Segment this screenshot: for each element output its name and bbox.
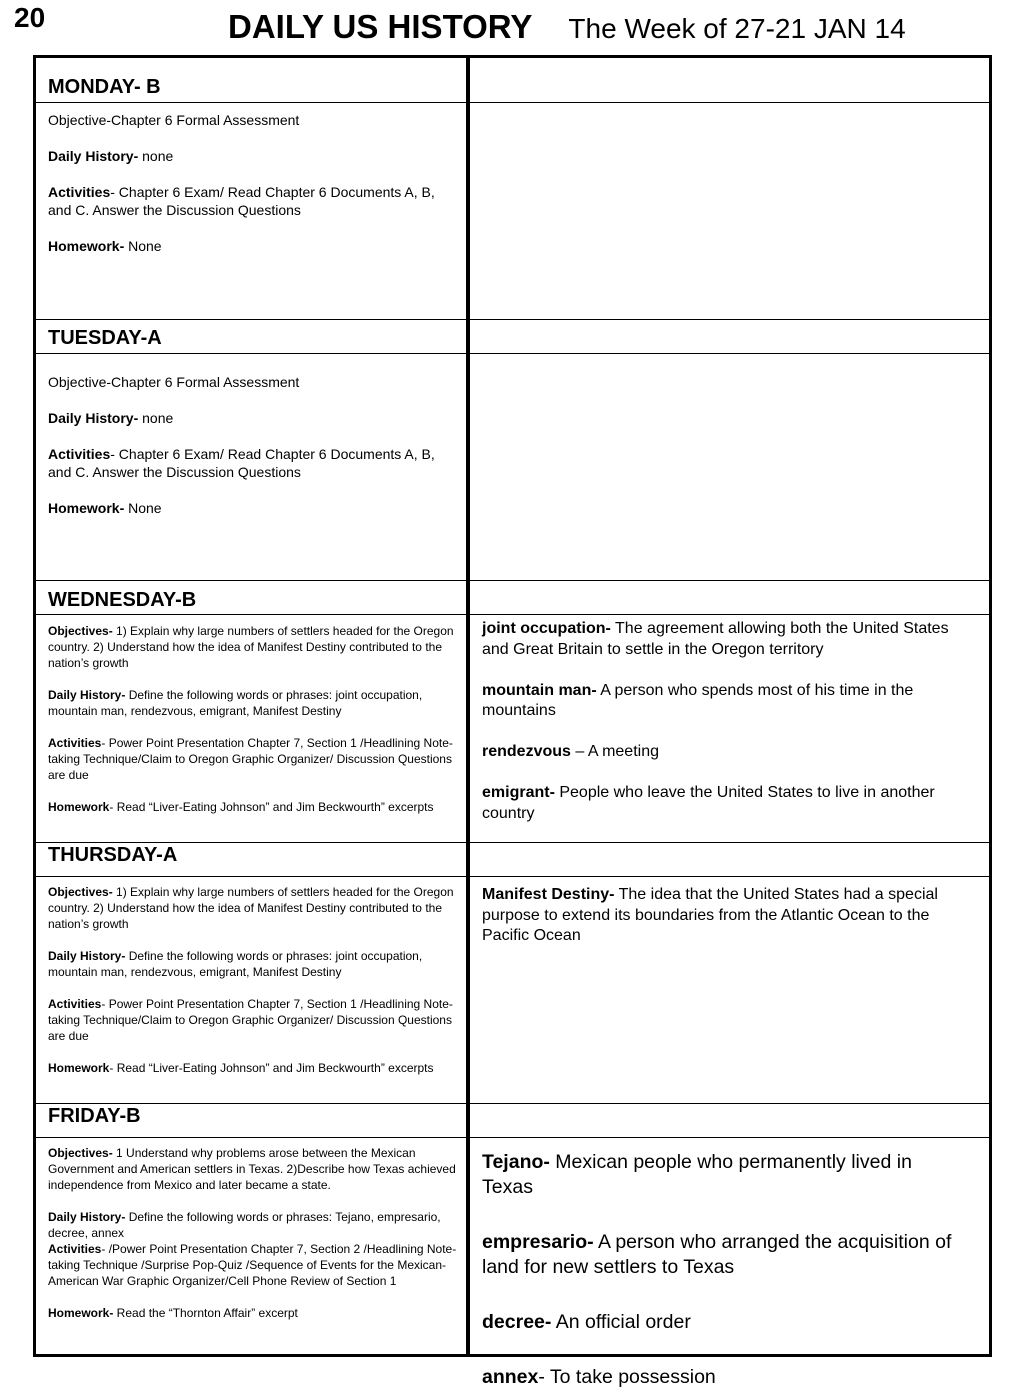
activities: Activities- Chapter 6 Exam/ Read Chapter 6 Documents A, B, and C. Answer the Discussion Questions xyxy=(48,184,435,218)
objectives: Objectives- 1) Explain why large numbers of settlers headed for the Oregon country. 2) Understand how the idea of Manifest Destiny contributed to the nation’s growth xyxy=(48,885,454,931)
homework: Homework- None xyxy=(48,500,162,516)
vocab-entry: mountain man- A person who spends most of his time in the mountains xyxy=(482,681,914,719)
row-rule xyxy=(36,614,989,615)
row-rule xyxy=(36,876,989,877)
objective: Objective-Chapter 6 Formal Assessment xyxy=(48,112,300,128)
daily-history: Daily History- none xyxy=(48,410,174,426)
homework: Homework- Read “Liver-Eating Johnson” and Jim Beckwourth” excerpts xyxy=(48,800,434,814)
weekly-schedule-table xyxy=(33,55,992,1388)
objectives: Objectives- 1 Understand why problems arose between the Mexican Government and American settlers in Texas. 2)Describe how Texas achieved independence from Mexico and later became a state. xyxy=(48,1146,456,1192)
friday-header xyxy=(36,1105,466,1137)
page-number: 20 xyxy=(14,2,46,33)
objective: Objective-Chapter 6 Formal Assessment xyxy=(48,374,300,390)
friday-vocab xyxy=(470,1150,989,1388)
day-label: MONDAY- B xyxy=(48,76,161,98)
tuesday-header xyxy=(36,327,466,353)
row-rule xyxy=(36,102,989,103)
friday-plan xyxy=(36,1145,466,1357)
vocab-entry: rendezvous – A meeting xyxy=(482,743,659,760)
monday-header xyxy=(36,76,466,102)
daily-history: Daily History- none xyxy=(48,148,174,164)
vocab-entry: decree- An official order xyxy=(482,1311,691,1333)
wednesday-vocab xyxy=(470,619,989,842)
vocab-entry: emigrant- People who leave the United States to live in another country xyxy=(482,784,935,822)
row-rule xyxy=(36,1137,989,1138)
tuesday-plan xyxy=(36,373,466,578)
activities: Activities- Chapter 6 Exam/ Read Chapter 6 Documents A, B, and C. Answer the Discussion Questions xyxy=(48,446,435,480)
page-title xyxy=(228,8,906,46)
wednesday-plan xyxy=(36,623,466,842)
vocab-entry: Tejano- Mexican people who permanently lived in Texas xyxy=(482,1151,912,1198)
day-label: WEDNESDAY-B xyxy=(48,589,197,611)
homework: Homework- Read the “Thornton Affair” excerpt xyxy=(48,1306,298,1320)
vocab-entry: joint occupation- The agreement allowing both the United States and Great Britain to settle in the Oregon territory xyxy=(482,620,949,658)
thursday-header xyxy=(36,844,466,876)
thursday-vocab xyxy=(470,885,989,1103)
daily-history: Daily History- Define the following words or phrases: joint occupation, mountain man, rendezvous, emigrant, Manifest Destiny xyxy=(48,688,423,718)
vocab-entry: empresario- A person who arranged the acquisition of land for new settlers to Texas xyxy=(482,1231,952,1278)
row-rule xyxy=(36,580,989,581)
daily-history: Daily History- Define the following words or phrases: joint occupation, mountain man, rendezvous, emigrant, Manifest Destiny xyxy=(48,949,423,979)
activities: Activities- Power Point Presentation Chapter 7, Section 1 /Headlining Note-taking Technique/Claim to Oregon Graphic Organizer/ Discussion Questions are due xyxy=(48,997,453,1043)
objectives: Objectives- 1) Explain why large numbers of settlers headed for the Oregon country. 2) Understand how the idea of Manifest Destiny contributed to the nation’s growth xyxy=(48,624,454,670)
activities: Activities- Power Point Presentation Chapter 7, Section 1 /Headlining Note-taking Technique/Claim to Oregon Graphic Organizer/ Discussion Questions are due xyxy=(48,736,453,782)
monday-plan xyxy=(36,111,466,316)
thursday-plan xyxy=(36,884,466,1103)
daily-history: Daily History- Define the following words or phrases: Tejano, empresario, decree, annex xyxy=(48,1210,441,1240)
row-rule xyxy=(36,319,989,320)
activities: Activities- /Power Point Presentation Chapter 7, Section 2 /Headlining Note-taking Technique /Surprise Pop-Quiz /Sequence of Events for the Mexican-American War Graphic Organizer/Cell Phone Review of Section 1 xyxy=(48,1242,457,1288)
vocab-entry: annex- To take possession xyxy=(482,1366,716,1388)
homework: Homework- Read “Liver-Eating Johnson” and Jim Beckwourth” excerpts xyxy=(48,1061,434,1075)
day-label: TUESDAY-A xyxy=(48,327,162,349)
wednesday-header xyxy=(36,589,466,614)
vocab-entry: Manifest Destiny- The idea that the United States had a special purpose to extend its boundaries from the Atlantic Ocean to the Pacific Ocean xyxy=(482,886,938,944)
day-label: FRIDAY-B xyxy=(48,1105,141,1127)
homework: Homework- None xyxy=(48,238,162,254)
row-rule xyxy=(36,353,989,354)
day-label: THURSDAY-A xyxy=(48,844,178,866)
title-week: The Week of 27-21 JAN 14 xyxy=(568,13,906,44)
row-rule xyxy=(36,1103,989,1104)
title-main: DAILY US HISTORY xyxy=(228,8,533,45)
row-rule xyxy=(36,842,989,843)
